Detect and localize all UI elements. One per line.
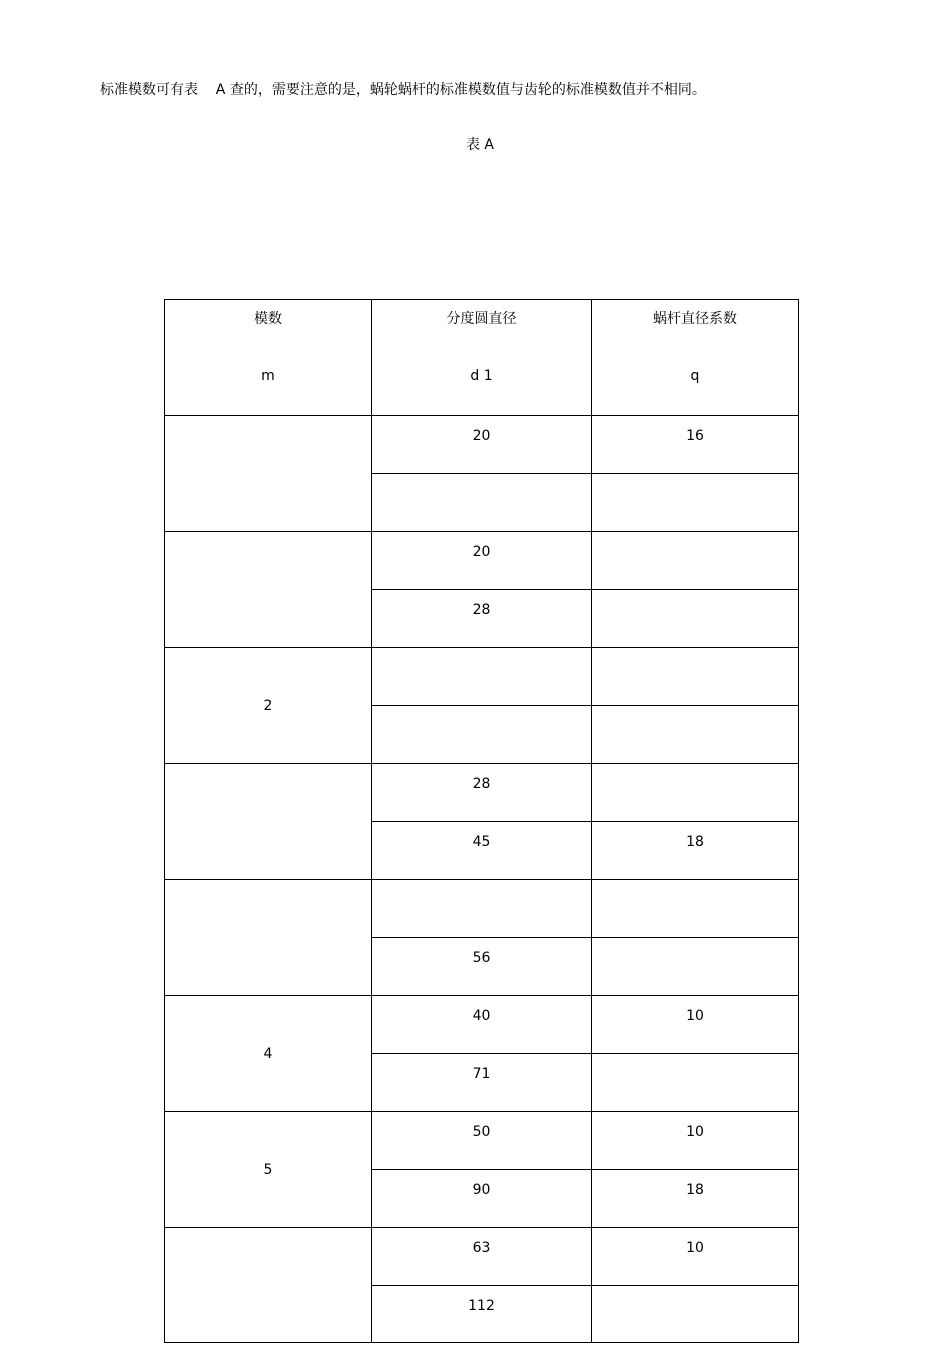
q-cell: 10 bbox=[592, 1228, 799, 1286]
d1-cell: 28 bbox=[372, 590, 592, 648]
header-pitch-diameter-name: 分度圆直径 bbox=[446, 311, 517, 327]
q-cell bbox=[592, 532, 799, 590]
table-caption: 表 A bbox=[465, 137, 495, 153]
module-cell bbox=[165, 416, 372, 532]
intro-paragraph: 标准模数可有表 A 查的，需要注意的是，蜗轮蜗杆的标准模数值与齿轮的标准模数值并不相同。 bbox=[100, 82, 706, 98]
header-diameter-quotient-name: 蜗杆直径系数 bbox=[653, 311, 737, 327]
header-module-name: 模数 bbox=[254, 311, 282, 327]
table-row bbox=[165, 764, 799, 822]
d1-cell bbox=[372, 648, 592, 706]
header-pitch-diameter-symbol: d 1 bbox=[470, 368, 493, 384]
module-cell: 5 bbox=[165, 1112, 372, 1228]
q-cell bbox=[592, 1054, 799, 1112]
module-cell bbox=[165, 1228, 372, 1343]
d1-cell: 71 bbox=[372, 1054, 592, 1112]
q-cell bbox=[592, 764, 799, 822]
d1-cell: 20 bbox=[372, 416, 592, 474]
table-row bbox=[165, 532, 799, 590]
q-cell bbox=[592, 706, 799, 764]
q-cell: 18 bbox=[592, 1170, 799, 1228]
q-cell bbox=[592, 648, 799, 706]
q-cell: 10 bbox=[592, 996, 799, 1054]
d1-cell: 45 bbox=[372, 822, 592, 880]
table-row bbox=[165, 416, 799, 474]
d1-cell bbox=[372, 880, 592, 938]
module-cell bbox=[165, 880, 372, 996]
q-cell bbox=[592, 938, 799, 996]
d1-cell: 90 bbox=[372, 1170, 592, 1228]
header-pitch-diameter bbox=[372, 300, 592, 416]
q-cell bbox=[592, 1286, 799, 1343]
d1-cell: 28 bbox=[372, 764, 592, 822]
d1-cell: 112 bbox=[372, 1286, 592, 1343]
q-cell bbox=[592, 880, 799, 938]
table-row bbox=[165, 996, 799, 1054]
d1-cell bbox=[372, 474, 592, 532]
d1-cell: 63 bbox=[372, 1228, 592, 1286]
header-diameter-quotient bbox=[592, 300, 799, 416]
header-module-symbol: m bbox=[261, 368, 275, 384]
table-row bbox=[165, 1112, 799, 1170]
d1-cell: 50 bbox=[372, 1112, 592, 1170]
module-cell: 4 bbox=[165, 996, 372, 1112]
header-diameter-quotient-symbol: q bbox=[690, 368, 700, 384]
table-header-row bbox=[165, 300, 799, 416]
d1-cell: 56 bbox=[372, 938, 592, 996]
module-cell bbox=[165, 532, 372, 648]
q-cell: 18 bbox=[592, 822, 799, 880]
module-table bbox=[164, 299, 799, 1343]
table-row bbox=[165, 648, 799, 706]
table-row bbox=[165, 1228, 799, 1286]
d1-cell: 20 bbox=[372, 532, 592, 590]
table-row bbox=[165, 880, 799, 938]
q-cell: 10 bbox=[592, 1112, 799, 1170]
module-cell: 2 bbox=[165, 648, 372, 764]
d1-cell: 40 bbox=[372, 996, 592, 1054]
header-module bbox=[165, 300, 372, 416]
q-cell: 16 bbox=[592, 416, 799, 474]
d1-cell bbox=[372, 706, 592, 764]
q-cell bbox=[592, 590, 799, 648]
q-cell bbox=[592, 474, 799, 532]
module-cell bbox=[165, 764, 372, 880]
